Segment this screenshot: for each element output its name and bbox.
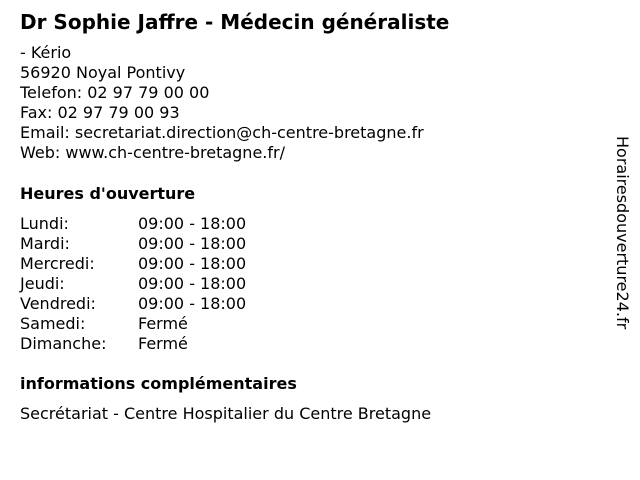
day-hours: 09:00 - 18:00 <box>138 254 247 273</box>
phone-number: Telefon: 02 97 79 00 00 <box>20 83 210 102</box>
day-hours: 09:00 - 18:00 <box>138 234 247 253</box>
day-hours: Fermé <box>138 334 188 353</box>
opening-hours-heading: Heures d'ouverture <box>20 184 196 203</box>
website-address: Web: www.ch-centre-bretagne.fr/ <box>20 143 285 162</box>
address-city: 56920 Noyal Pontivy <box>20 63 186 82</box>
day-label: Vendredi: <box>20 294 96 313</box>
day-hours: 09:00 - 18:00 <box>138 274 247 293</box>
day-hours: 09:00 - 18:00 <box>138 294 247 313</box>
additional-info-text: Secrétariat - Centre Hospitalier du Centre Bretagne <box>20 404 432 423</box>
day-hours: 09:00 - 18:00 <box>138 214 247 233</box>
day-label: Samedi: <box>20 314 86 333</box>
contact-block <box>20 43 424 163</box>
day-label: Lundi: <box>20 214 69 233</box>
day-label: Mardi: <box>20 234 70 253</box>
day-label: Dimanche: <box>20 334 107 353</box>
day-label: Mercredi: <box>20 254 95 273</box>
additional-info-heading: informations complémentaires <box>20 374 297 393</box>
day-label: Jeudi: <box>20 274 65 293</box>
day-hours: Fermé <box>138 314 188 333</box>
address-street: - Kério <box>20 43 72 62</box>
email-address: Email: secretariat.direction@ch-centre-bretagne.fr <box>20 123 424 142</box>
fax-number: Fax: 02 97 79 00 93 <box>20 103 180 122</box>
site-watermark: Horairesdouverture24.fr <box>613 136 632 330</box>
page-title: Dr Sophie Jaffre - Médecin généraliste <box>20 10 450 34</box>
